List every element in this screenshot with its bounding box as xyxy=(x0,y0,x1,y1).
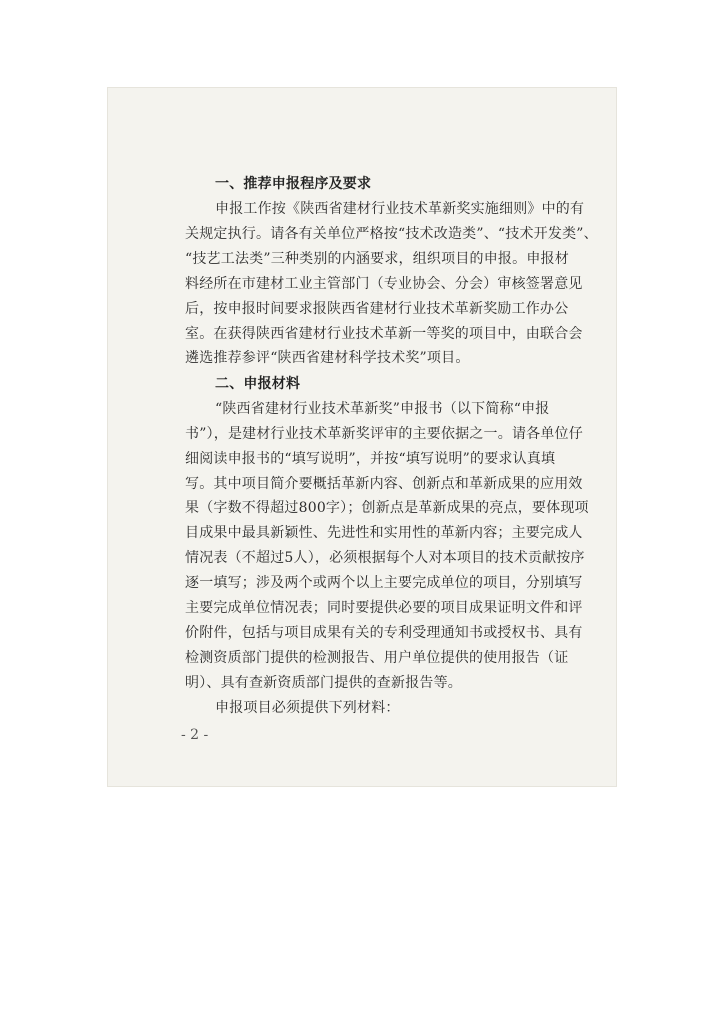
section-heading-1: 一、推荐申报程序及要求 xyxy=(215,176,372,192)
paragraph-line: 遴选推荐参评“陕西省建材科学技术奖”项目。 xyxy=(185,350,470,366)
paragraph-line: 申报工作按《陕西省建材行业技术革新奖实施细则》中的有 xyxy=(215,201,585,217)
paragraph-line: 检测资质部门提供的检测报告、用户单位提供的使用报告（证 xyxy=(185,650,569,666)
paragraph-line: “陕西省建材行业技术革新奖”申报书（以下简称“申报 xyxy=(215,401,550,417)
paragraph-line: 料经所在市建材工业主管部门（专业协会、分会）审核签署意见 xyxy=(185,276,583,292)
paragraph-line: 主要完成单位情况表；同时要提供必要的项目成果证明文件和评 xyxy=(185,600,583,616)
paragraph-line: 果（字数不得超过800字）；创新点是革新成果的亮点，要体现项 xyxy=(185,500,589,516)
paragraph-line: 价附件，包括与项目成果有关的专利受理通知书或授权书、具有 xyxy=(185,625,583,641)
paragraph-line: 情况表（不超过5人），必须根据每个人对本项目的技术贡献按序 xyxy=(185,550,585,566)
document-page xyxy=(107,87,617,787)
paragraph-line: 关规定执行。请各有关单位严格按“技术改造类”、“技术开发类”、 xyxy=(185,226,598,242)
paragraph-line: “技艺工法类”三种类别的内涵要求，组织项目的申报。申报材 xyxy=(185,251,569,267)
paragraph-line: 申报项目必须提供下列材料： xyxy=(215,700,400,716)
paragraph-line: 后，按申报时间要求报陕西省建材行业技术革新奖励工作办公 xyxy=(185,301,569,317)
page-number: - 2 - xyxy=(181,727,209,743)
section-heading-2: 二、申报材料 xyxy=(215,376,301,392)
paragraph-line: 明）、具有查新资质部门提供的查新报告等。 xyxy=(185,675,462,691)
paragraph-line: 细阅读申报书的“填写说明”，并按“填写说明”的要求认真填 xyxy=(185,451,556,467)
paragraph-line: 目成果中最具新颖性、先进性和实用性的革新内容；主要完成人 xyxy=(185,525,583,541)
paragraph-line: 书”），是建材行业技术革新奖评审的主要依据之一。请各单位仔 xyxy=(185,426,583,442)
paragraph-line: 逐一填写；涉及两个或两个以上主要完成单位的项目，分别填写 xyxy=(185,575,583,591)
paragraph-line: 室。在获得陕西省建材行业技术革新一等奖的项目中，由联合会 xyxy=(185,326,583,342)
paragraph-line: 写。其中项目简介要概括革新内容、创新点和革新成果的应用效 xyxy=(185,476,583,492)
